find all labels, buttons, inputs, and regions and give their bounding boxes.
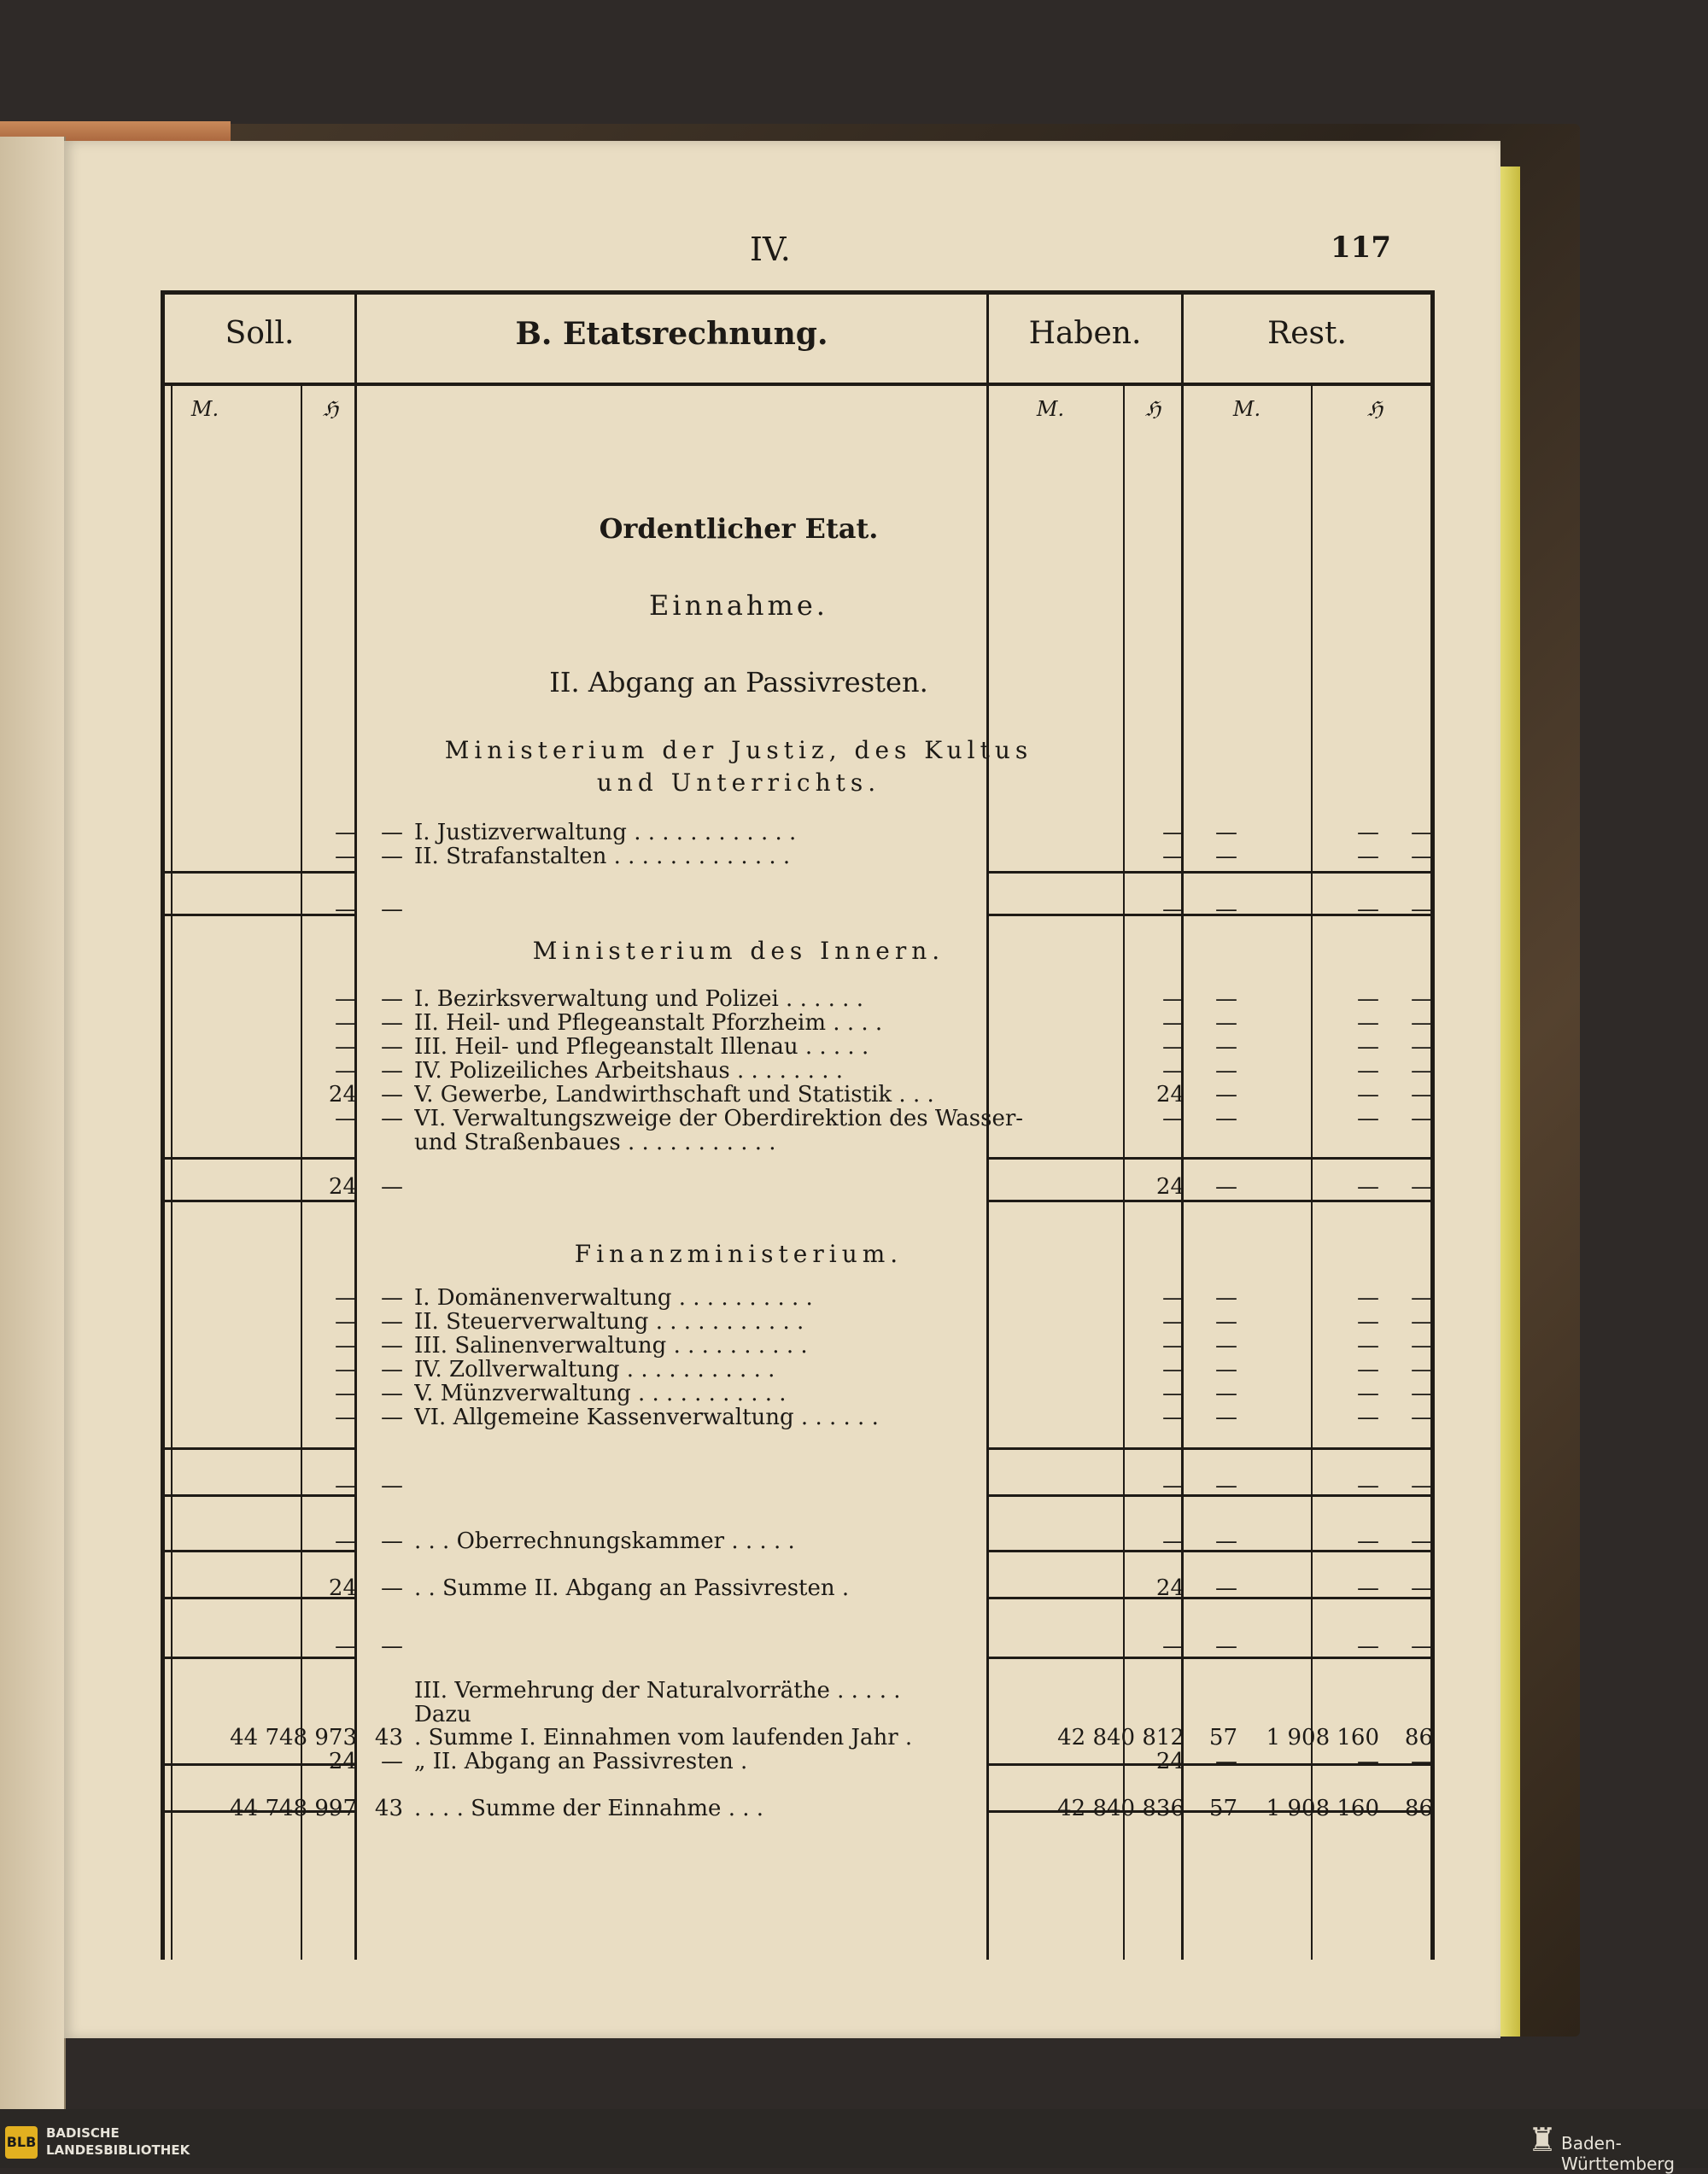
soll-pf-cell: — (381, 1405, 403, 1430)
section-ministerium-justiz: Ministerium der Justiz, des Kultus und Unterrichts. (444, 736, 1033, 797)
table-row (64, 1309, 1500, 1335)
soll-mark-cell: 24 (328, 1082, 357, 1107)
coat-of-arms-icon: ♜ (1527, 2121, 1558, 2159)
haben-mark-cell: — (1162, 1106, 1184, 1131)
sum-rule-justiz (165, 871, 354, 874)
table-row (64, 1034, 1500, 1060)
unit-soll-pf: ℌ (322, 397, 339, 421)
soll-mark-cell: — (335, 1381, 357, 1406)
rest-mark-cell: — (1357, 1405, 1379, 1430)
soll-pf-cell: — (381, 844, 403, 869)
haben-mark-cell: — (1162, 1010, 1184, 1036)
haben-mark-cell: — (1162, 1333, 1184, 1359)
table-row (64, 1575, 1500, 1601)
sum-rule-finanz (165, 1447, 354, 1450)
rest-mark-cell: — (1357, 1473, 1379, 1499)
soll-mark-cell: 24 (328, 1174, 357, 1200)
table-row (64, 820, 1500, 845)
rest-mark-cell: — (1357, 844, 1379, 869)
haben-pf-cell: — (1215, 1405, 1237, 1430)
row-label: VI. Allgemeine Kassenverwaltung . . . . . . (414, 1405, 879, 1430)
rest-mark-cell: — (1357, 897, 1379, 922)
table-top-border (161, 290, 1435, 295)
row-label: Dazu (414, 1702, 471, 1727)
soll-mark-cell: — (335, 986, 357, 1012)
haben-pf-cell: — (1215, 1633, 1237, 1659)
rest-pf-cell: — (1411, 1749, 1433, 1774)
blb-name-line1: BADISCHE (46, 2125, 120, 2141)
rest-pf-cell: — (1411, 1034, 1433, 1060)
rest-mark-cell: — (1357, 1309, 1379, 1335)
haben-mark-cell: — (1162, 897, 1184, 922)
rest-mark-cell: — (1357, 1333, 1379, 1359)
rest-pf-cell: — (1411, 844, 1433, 869)
rest-mark-cell: — (1357, 1082, 1379, 1107)
rest-pf-cell: — (1411, 1082, 1433, 1107)
soll-pf-cell: — (381, 1749, 403, 1774)
blb-name (46, 2124, 190, 2159)
unit-haben-pf: ℌ (1144, 397, 1161, 421)
soll-pf-cell: 43 (374, 1725, 403, 1750)
page-number: 117 (1331, 231, 1391, 265)
table-row (64, 1106, 1500, 1131)
row-label: VI. Verwaltungszweige der Oberdirektion des Wasser- (414, 1106, 1024, 1131)
table-row (64, 1633, 1500, 1659)
row-label: IV. Zollverwaltung . . . . . . . . . . . (414, 1357, 775, 1382)
haben-mark-cell: — (1162, 1381, 1184, 1406)
rest-pf-cell: — (1411, 1575, 1433, 1601)
soll-mark-cell: — (335, 1633, 357, 1659)
rest-pf-cell: — (1411, 1285, 1433, 1311)
soll-pf-cell: — (381, 1174, 403, 1200)
soll-mark-cell: — (335, 844, 357, 869)
rest-pf-cell: — (1411, 1381, 1433, 1406)
row-label: V. Münzverwaltung . . . . . . . . . . . (414, 1381, 787, 1406)
sum-rule-justiz-haben (989, 871, 1430, 874)
table-row (64, 1473, 1500, 1499)
haben-pf-cell: — (1215, 1082, 1237, 1107)
soll-mark-cell: — (335, 1034, 357, 1060)
rest-pf-cell: — (1411, 1174, 1433, 1200)
soll-mark-cell: — (335, 1528, 357, 1554)
rest-pf-cell: — (1411, 897, 1433, 922)
haben-pf-cell: — (1215, 1473, 1237, 1499)
table-row (64, 1357, 1500, 1382)
rest-mark-cell: — (1357, 820, 1379, 845)
haben-mark-cell: — (1162, 986, 1184, 1012)
row-label: III. Heil- und Pflegeanstalt Illenau . . . . . (414, 1034, 869, 1060)
table-row (64, 1285, 1500, 1311)
rest-pf-cell: 86 (1404, 1796, 1433, 1821)
haben-mark-cell: — (1162, 1528, 1184, 1554)
haben-mark-cell: — (1162, 1034, 1184, 1060)
table-row (64, 1333, 1500, 1359)
haben-pf-cell: — (1215, 1381, 1237, 1406)
haben-pf-cell: — (1215, 1309, 1237, 1335)
haben-mark-cell: — (1162, 1357, 1184, 1382)
section-einnahme: Einnahme. (649, 589, 828, 622)
rest-mark-cell: — (1357, 1381, 1379, 1406)
haben-pf-cell: — (1215, 844, 1237, 869)
rest-mark-cell: — (1357, 1575, 1379, 1601)
haben-pf-cell: — (1215, 1106, 1237, 1131)
rest-mark-cell: 1 908 160 (1266, 1725, 1379, 1750)
haben-pf-cell: 57 (1208, 1796, 1237, 1821)
soll-mark-cell: — (335, 1106, 357, 1131)
rest-pf-cell: — (1411, 1058, 1433, 1084)
haben-pf-cell: — (1215, 1034, 1237, 1060)
haben-pf-cell: — (1215, 820, 1237, 845)
sum-rule-innern-haben (989, 1157, 1430, 1160)
table-row (64, 1749, 1500, 1774)
rest-pf-cell: — (1411, 1473, 1433, 1499)
header-etatsrechnung: B. Etatsrechnung. (515, 316, 828, 352)
blb-name-line2: LANDESBIBLIOTHEK (46, 2142, 190, 2158)
soll-pf-cell: — (381, 820, 403, 845)
row-label: II. Heil- und Pflegeanstalt Pforzheim . . . . (414, 1010, 883, 1036)
table-row (64, 1678, 1500, 1704)
row-label: . . Summe II. Abgang an Passivresten . (414, 1575, 850, 1601)
soll-mark-cell: — (335, 1010, 357, 1036)
haben-mark-cell: — (1162, 1633, 1184, 1659)
row-label: I. Justizverwaltung . . . . . . . . . . . . (414, 820, 797, 845)
haben-mark-cell: 24 (1155, 1082, 1184, 1107)
rest-mark-cell: — (1357, 1285, 1379, 1311)
soll-mark-cell: 44 748 997 (230, 1796, 357, 1821)
soll-mark-cell: 44 748 973 (230, 1725, 357, 1750)
rest-pf-cell: — (1411, 986, 1433, 1012)
rest-pf-cell: — (1411, 1010, 1433, 1036)
rest-mark-cell: — (1357, 1010, 1379, 1036)
row-label: IV. Polizeiliches Arbeitshaus . . . . . . . . (414, 1058, 843, 1084)
rest-pf-cell: — (1411, 1333, 1433, 1359)
table-row (64, 1796, 1500, 1821)
row-label: III. Vermehrung der Naturalvorräthe . . . . . (414, 1678, 901, 1704)
section-ordentlicher-etat: Ordentlicher Etat. (599, 512, 879, 545)
section-finanzministerium: Finanzministerium. (574, 1240, 904, 1268)
soll-mark-cell: — (335, 1058, 357, 1084)
unit-rest-pf: ℌ (1366, 397, 1383, 421)
rest-pf-cell: — (1411, 1357, 1433, 1382)
rest-mark-cell: — (1357, 1357, 1379, 1382)
row-label: III. Salinenverwaltung . . . . . . . . . . (414, 1333, 808, 1359)
haben-mark-cell: 42 840 812 (1057, 1725, 1184, 1750)
table-row (64, 1082, 1500, 1107)
haben-pf-cell: — (1215, 1575, 1237, 1601)
soll-mark-cell: — (335, 1473, 357, 1499)
document-page (64, 141, 1500, 2038)
soll-pf-cell: — (381, 1528, 403, 1554)
left-page-edge (0, 137, 66, 2109)
haben-pf-cell: — (1215, 986, 1237, 1012)
section-roman-numeral: IV. (750, 231, 791, 268)
table-row (64, 1405, 1500, 1430)
table-row (64, 844, 1500, 869)
soll-pf-cell: — (381, 1082, 403, 1107)
footer-bar (0, 2109, 1708, 2168)
row-label: V. Gewerbe, Landwirthschaft und Statistik . . . (414, 1082, 934, 1107)
table-row (64, 1381, 1500, 1406)
rest-pf-cell: — (1411, 1309, 1433, 1335)
soll-pf-cell: — (381, 1106, 403, 1131)
soll-pf-cell: 43 (374, 1796, 403, 1821)
table-row (64, 1702, 1500, 1727)
haben-pf-cell: — (1215, 1058, 1237, 1084)
blb-logo: BLB (5, 2126, 38, 2159)
row-label: II. Steuerverwaltung . . . . . . . . . . . (414, 1309, 804, 1335)
haben-pf-cell: — (1215, 897, 1237, 922)
soll-pf-cell: — (381, 897, 403, 922)
rest-mark-cell: 1 908 160 (1266, 1796, 1379, 1821)
soll-pf-cell: — (381, 986, 403, 1012)
rest-pf-cell: — (1411, 1633, 1433, 1659)
sum-rule-innern-end (165, 1200, 354, 1202)
table-row (64, 897, 1500, 922)
rest-pf-cell: — (1411, 1405, 1433, 1430)
row-label: I. Bezirksverwaltung und Polizei . . . . . . (414, 986, 863, 1012)
rest-mark-cell: — (1357, 1174, 1379, 1200)
section-abgang-passivresten: II. Abgang an Passivresten. (549, 666, 928, 698)
table-row (64, 1725, 1500, 1750)
table-row (64, 1174, 1500, 1200)
haben-pf-cell: — (1215, 1528, 1237, 1554)
soll-mark-cell: — (335, 897, 357, 922)
table-row (64, 1010, 1500, 1036)
row-label: . Summe I. Einnahmen vom laufenden Jahr . (414, 1725, 913, 1750)
soll-pf-cell: — (381, 1575, 403, 1601)
header-soll: Soll. (225, 316, 295, 351)
soll-pf-cell: — (381, 1285, 403, 1311)
table-row (64, 1130, 1500, 1155)
section-ministerium-innern: Ministerium des Innern. (532, 937, 945, 965)
soll-mark-cell: — (335, 820, 357, 845)
rest-mark-cell: — (1357, 1034, 1379, 1060)
haben-pf-cell: — (1215, 1357, 1237, 1382)
soll-pf-cell: — (381, 1381, 403, 1406)
soll-mark-cell: — (335, 1333, 357, 1359)
header-bottom-rule (161, 383, 1435, 386)
haben-pf-cell: — (1215, 1285, 1237, 1311)
haben-pf-cell: — (1215, 1010, 1237, 1036)
haben-pf-cell: 57 (1208, 1725, 1237, 1750)
haben-mark-cell: — (1162, 1285, 1184, 1311)
rest-mark-cell: — (1357, 1106, 1379, 1131)
haben-mark-cell: — (1162, 844, 1184, 869)
soll-mark-cell: — (335, 1309, 357, 1335)
table-row (64, 1058, 1500, 1084)
haben-mark-cell: 24 (1155, 1749, 1184, 1774)
haben-mark-cell: 42 840 836 (1057, 1796, 1184, 1821)
table-row (64, 1528, 1500, 1554)
row-label: . . . Oberrechnungskammer . . . . . (414, 1528, 795, 1554)
row-label: „ II. Abgang an Passivresten . (414, 1749, 748, 1774)
haben-mark-cell: — (1162, 820, 1184, 845)
haben-pf-cell: — (1215, 1174, 1237, 1200)
haben-mark-cell: — (1162, 1058, 1184, 1084)
rest-pf-cell: — (1411, 1528, 1433, 1554)
unit-soll-mark: M. (190, 397, 219, 421)
unit-haben-mark: M. (1036, 397, 1065, 421)
rest-mark-cell: — (1357, 1749, 1379, 1774)
soll-pf-cell: — (381, 1010, 403, 1036)
haben-pf-cell: — (1215, 1333, 1237, 1359)
rest-mark-cell: — (1357, 1058, 1379, 1084)
sum-rule-finanz-haben (989, 1447, 1430, 1450)
baden-wuerttemberg-label: Baden-Württemberg (1561, 2133, 1675, 2174)
soll-pf-cell: — (381, 1333, 403, 1359)
header-rest: Rest. (1267, 316, 1347, 351)
unit-rest-mark: M. (1232, 397, 1261, 421)
row-label: . . . . Summe der Einnahme . . . (414, 1796, 764, 1821)
header-haben: Haben. (1028, 316, 1142, 351)
sum-rule-innern (165, 1157, 354, 1160)
soll-mark-cell: — (335, 1357, 357, 1382)
sum-rule-innern-end-haben (989, 1200, 1430, 1202)
soll-mark-cell: — (335, 1285, 357, 1311)
soll-pf-cell: — (381, 1309, 403, 1335)
rest-mark-cell: — (1357, 986, 1379, 1012)
soll-mark-cell: — (335, 1405, 357, 1430)
row-label: I. Domänenverwaltung . . . . . . . . . . (414, 1285, 813, 1311)
soll-pf-cell: — (381, 1473, 403, 1499)
rest-mark-cell: — (1357, 1633, 1379, 1659)
soll-pf-cell: — (381, 1034, 403, 1060)
rest-mark-cell: — (1357, 1528, 1379, 1554)
haben-mark-cell: 24 (1155, 1575, 1184, 1601)
soll-mark-cell: 24 (328, 1575, 357, 1601)
haben-mark-cell: — (1162, 1473, 1184, 1499)
row-label: II. Strafanstalten . . . . . . . . . . . . . (414, 844, 791, 869)
rest-pf-cell: — (1411, 820, 1433, 845)
soll-pf-cell: — (381, 1633, 403, 1659)
haben-mark-cell: — (1162, 1405, 1184, 1430)
haben-mark-cell: 24 (1155, 1174, 1184, 1200)
rest-pf-cell: 86 (1404, 1725, 1433, 1750)
soll-pf-cell: — (381, 1058, 403, 1084)
rest-pf-cell: — (1411, 1106, 1433, 1131)
table-row (64, 986, 1500, 1012)
soll-mark-cell: 24 (328, 1749, 357, 1774)
row-label: und Straßenbaues . . . . . . . . . . . (414, 1130, 776, 1155)
haben-mark-cell: — (1162, 1309, 1184, 1335)
soll-pf-cell: — (381, 1357, 403, 1382)
haben-pf-cell: — (1215, 1749, 1237, 1774)
